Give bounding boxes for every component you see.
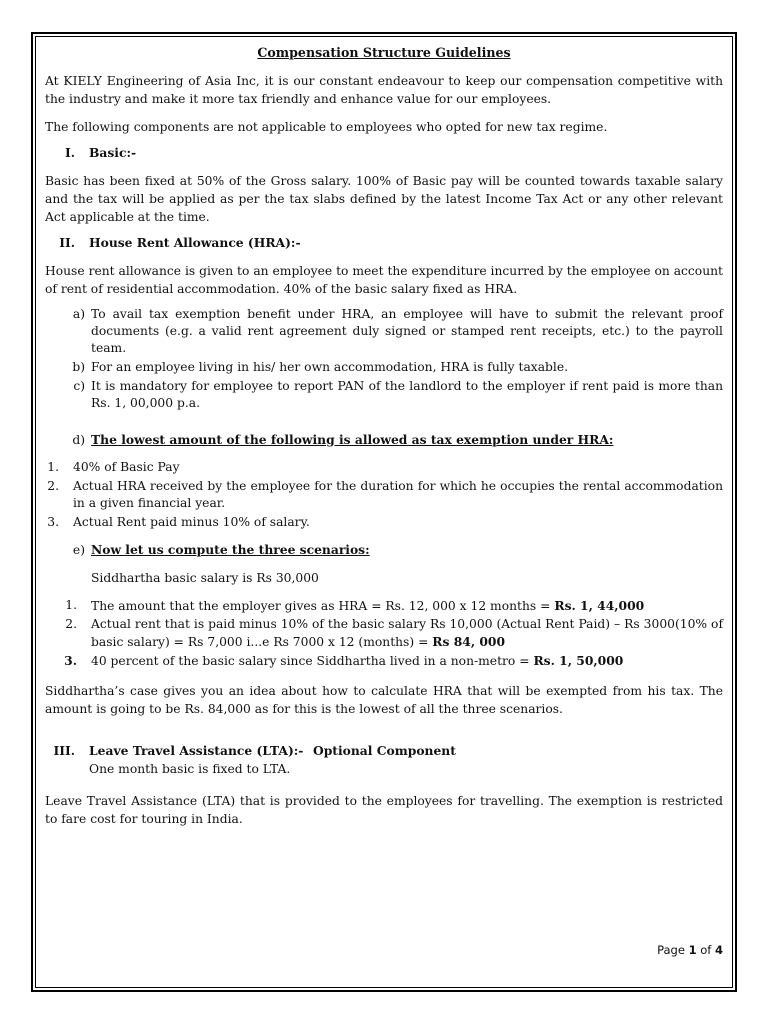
list-marker: d)	[72, 433, 85, 447]
subsection-e-heading	[45, 541, 723, 559]
scenario-text: The amount that the employer gives as HRA = Rs. 12, 000 x 12 months =	[91, 599, 555, 613]
list-marker: 1.	[65, 598, 77, 612]
list-marker: a)	[72, 307, 85, 321]
list-marker: 2.	[65, 617, 77, 631]
list-item	[45, 459, 723, 476]
hra-conclusion: Siddhartha’s case gives you an idea about how to calculate HRA that will be exempted from his tax. The amount is going to be Rs. 84,000 as for this is the lowest of all the three scenarios.	[45, 684, 723, 716]
total-pages: 4	[714, 943, 723, 957]
list-marker: 3.	[47, 515, 59, 529]
subsection-title: The lowest amount of the following is allowed as tax exemption under HRA:	[91, 432, 614, 447]
section-number: I.	[64, 145, 75, 160]
section-lta-heading	[45, 742, 723, 760]
scenario-list	[45, 597, 723, 670]
list-item	[45, 514, 723, 531]
list-marker: 2.	[47, 479, 59, 493]
hra-conditions-list	[45, 306, 723, 412]
subsection-d-heading	[45, 431, 723, 449]
list-item-text: Actual HRA received by the employee for the duration for which he occupies the rental accommodation in a given financial year.	[73, 479, 723, 510]
list-item-text: Actual Rent paid minus 10% of salary.	[73, 515, 310, 529]
list-item	[45, 478, 723, 512]
list-item	[45, 306, 723, 357]
section-number: II.	[59, 235, 75, 250]
intro-paragraph: At KIELY Engineering of Asia Inc, it is our constant endeavour to keep our compensation competitive with the industry and make it more tax friendly and enhance value for our employees.	[45, 74, 723, 106]
list-item	[45, 616, 723, 651]
list-marker: 1.	[47, 460, 59, 474]
hra-paragraph: House rent allowance is given to an employee to meet the expenditure incurred by the employee on account of rent of residential accommodation. 40% of the basic salary fixed as HRA.	[45, 264, 723, 296]
list-marker: c)	[73, 379, 85, 393]
document-title: Compensation Structure Guidelines	[257, 45, 511, 60]
document-page	[45, 44, 723, 828]
section-basic-heading	[45, 144, 723, 162]
scenario-result: Rs 84, 000	[432, 634, 506, 649]
current-page: 1	[688, 943, 697, 957]
section-hra-heading	[45, 234, 723, 252]
regime-note: The following components are not applicable to employees who opted for new tax regime.	[45, 120, 608, 134]
list-item-text: To avail tax exemption benefit under HRA, an employee will have to submit the relevant proof documents (e.g. a valid rent agreement duly signed or stamped rent receipts, etc.) to the payroll team.	[91, 307, 723, 355]
list-item-text: For an employee living in his/ her own accommodation, HRA is fully taxable.	[91, 360, 569, 374]
list-item-text	[91, 652, 723, 670]
page-number	[657, 943, 723, 957]
list-item	[45, 652, 723, 670]
section-number: III.	[53, 743, 75, 758]
section-title: Leave Travel Assistance (LTA):-	[89, 743, 304, 758]
list-item-text: It is mandatory for employee to report PAN of the landlord to the employer if rent paid is more than Rs. 1, 00,000 p.a.	[91, 379, 723, 410]
scenario-result: Rs. 1, 44,000	[554, 598, 645, 613]
list-marker: 3.	[64, 653, 77, 668]
lta-subline: One month basic is fixed to LTA.	[89, 762, 291, 776]
page-word: Page	[657, 943, 685, 957]
list-item	[45, 378, 723, 412]
of-word: of	[700, 943, 712, 957]
lowest-amount-list	[45, 459, 723, 531]
list-item	[45, 359, 723, 376]
list-marker: b)	[72, 360, 85, 374]
example-statement: Siddhartha basic salary is Rs 30,000	[91, 571, 319, 585]
list-item-text	[91, 597, 723, 615]
section-title: House Rent Allowance (HRA):-	[89, 235, 301, 250]
optional-tag: Optional Component	[313, 743, 456, 758]
basic-paragraph: Basic has been fixed at 50% of the Gross salary. 100% of Basic pay will be counted towards taxable salary and the tax will be applied as per the tax slabs defined by the latest Income Tax Act or any other relevant Act applicable at the time.	[45, 174, 723, 224]
list-item-text	[91, 616, 723, 651]
scenario-text: Actual rent that is paid minus 10% of the basic salary Rs 10,000 (Actual Rent Paid) – Rs 3000(10% of basic salary) = Rs 7,000 i...e Rs 7000 x 12 (months) =	[91, 617, 723, 649]
list-marker: e)	[72, 543, 85, 557]
list-item-text: 40% of Basic Pay	[73, 460, 180, 474]
scenario-result: Rs. 1, 50,000	[533, 653, 624, 668]
list-item	[45, 597, 723, 615]
section-title: Basic:-	[89, 145, 137, 160]
subsection-title: Now let us compute the three scenarios:	[91, 542, 370, 557]
lta-paragraph: Leave Travel Assistance (LTA) that is provided to the employees for travelling. The exemption is restricted to fare cost for touring in India.	[45, 794, 723, 826]
scenario-text: 40 percent of the basic salary since Siddhartha lived in a non-metro =	[91, 654, 534, 668]
